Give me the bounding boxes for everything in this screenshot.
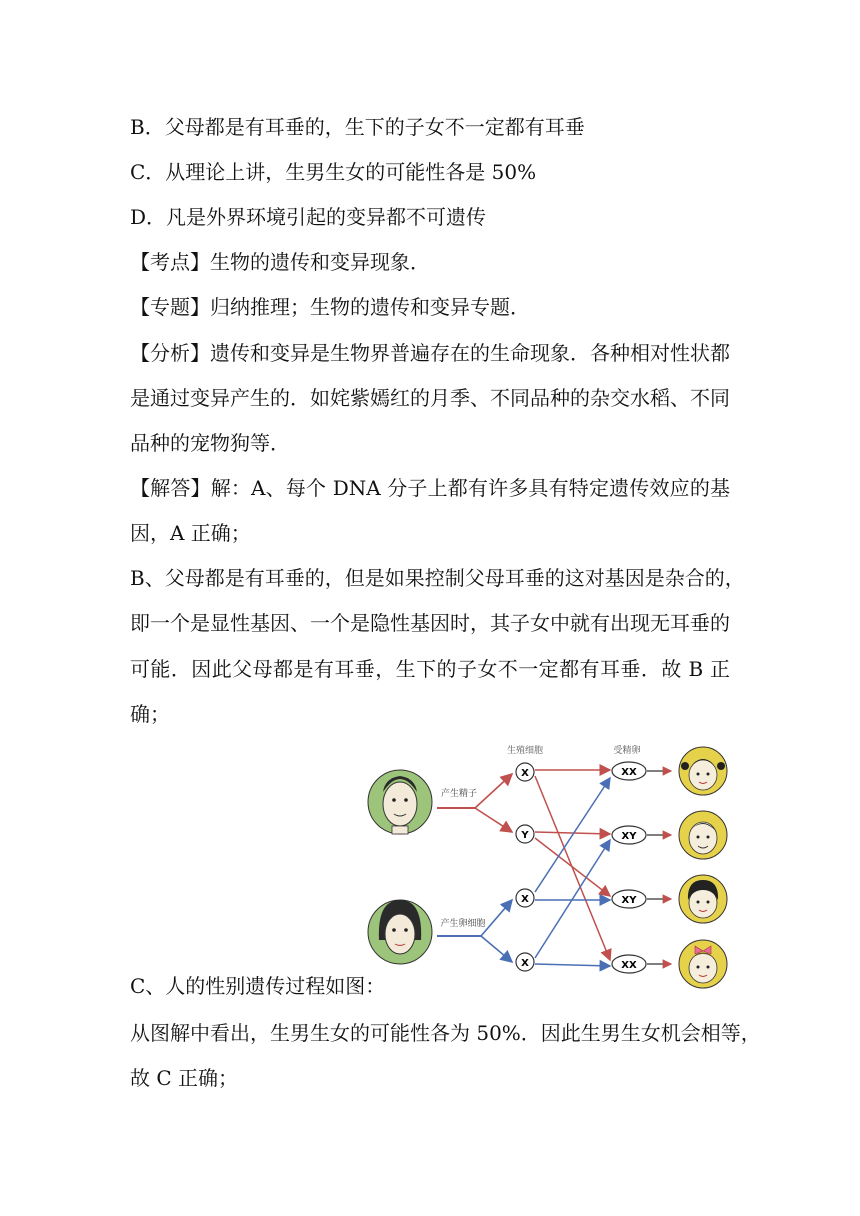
option-d: D．凡是外界环境引起的变异都不可遗传 bbox=[130, 205, 487, 229]
zygote-1 bbox=[612, 762, 646, 780]
zhuanti: 【专题】归纳推理；生物的遗传和变异专题． bbox=[130, 295, 530, 319]
gamete-1 bbox=[516, 763, 534, 781]
child-boy-1 bbox=[679, 811, 727, 859]
zygote-1-label: XX bbox=[621, 767, 637, 778]
mother-label: 产生卵细胞 bbox=[440, 919, 486, 929]
zygote-2-label: XY bbox=[621, 831, 637, 842]
gamete-3 bbox=[516, 889, 534, 907]
father-portrait bbox=[368, 770, 432, 834]
fenxi-line-1: 【分析】遗传和变异是生物界普遍存在的生命现象．各种相对性状都 bbox=[130, 341, 730, 365]
gamete-2 bbox=[516, 825, 534, 843]
gamete-4-label: X bbox=[521, 958, 529, 969]
child-boy-2 bbox=[679, 875, 727, 923]
inheritance-diagram bbox=[365, 740, 737, 1002]
jieda-line-1: 【解答】解：A、每个 DNA 分子上都有许多具有特定遗传效应的基 bbox=[130, 476, 730, 500]
zygote-4 bbox=[612, 955, 646, 973]
child-girl-2 bbox=[679, 940, 727, 988]
gamete-1-label: X bbox=[521, 768, 529, 779]
figure-caption: C、人的性别遗传过程如图： bbox=[130, 974, 386, 998]
zygote-3-label: XY bbox=[621, 895, 637, 906]
col-label-zygote: 受精卵 bbox=[613, 746, 641, 756]
father-label: 产生精子 bbox=[440, 789, 478, 799]
option-b: B．父母都是有耳垂的，生下的子女不一定都有耳垂 bbox=[130, 115, 585, 139]
fenxi-line-2: 是通过变异产生的．如姹紫嫣红的月季、不同品种的杂交水稻、不同 bbox=[130, 386, 730, 410]
conclusion-line-2: 故 C 正确； bbox=[130, 1066, 239, 1090]
fenxi-line-3: 品种的宠物狗等． bbox=[130, 431, 290, 455]
zygote-2 bbox=[612, 826, 646, 844]
child-girl-1 bbox=[679, 747, 727, 795]
kaodian: 【考点】生物的遗传和变异现象． bbox=[130, 250, 430, 274]
option-c: C．从理论上讲，生男生女的可能性各是 50% bbox=[130, 160, 537, 184]
mother-portrait bbox=[368, 900, 432, 964]
gamete-4 bbox=[516, 953, 534, 971]
col-label-gamete: 生殖细胞 bbox=[506, 746, 544, 756]
zygote-3 bbox=[612, 890, 646, 908]
conclusion-line-1: 从图解中看出，生男生女的可能性各为 50%．因此生男生女机会相等， bbox=[130, 1021, 761, 1045]
jieda-line-6: 确； bbox=[130, 702, 170, 726]
gamete-2-label: Y bbox=[521, 830, 529, 841]
zygote-4-label: XX bbox=[621, 960, 637, 971]
jieda-line-4: 即一个是显性基因、一个是隐性基因时，其子女中就有出现无耳垂的 bbox=[130, 611, 730, 635]
sex-inheritance-figure bbox=[365, 740, 737, 1002]
jieda-line-3: B、父母都是有耳垂的，但是如果控制父母耳垂的这对基因是杂合的， bbox=[130, 566, 745, 590]
gamete-3-label: X bbox=[521, 894, 529, 905]
jieda-line-5: 可能．因此父母都是有耳垂，生下的子女不一定都有耳垂．故 B 正 bbox=[130, 657, 730, 681]
jieda-line-2: 因，A 正确； bbox=[130, 521, 251, 545]
